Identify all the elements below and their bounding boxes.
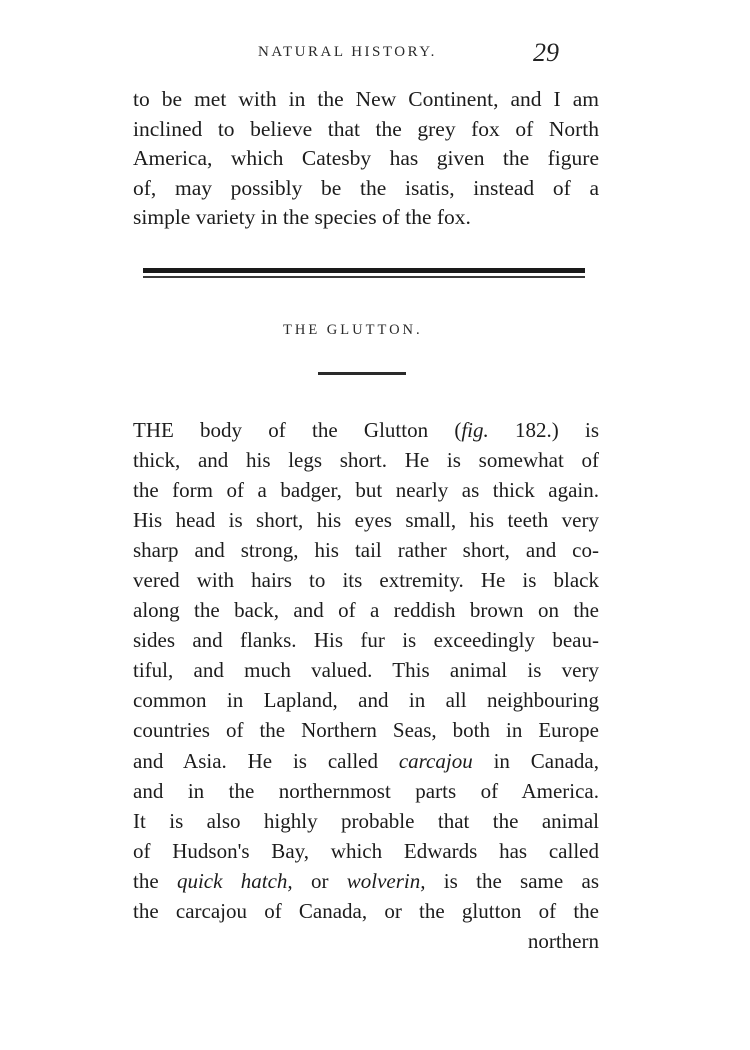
text-line: of, may possibly be the isatis, instead of a — [133, 175, 599, 200]
text-run: His head is short, his eyes small, his teeth very — [133, 508, 599, 533]
text-run: It is also highly probable that the animal — [133, 808, 599, 833]
text-line — [133, 415, 599, 445]
text-line — [133, 806, 599, 836]
paragraph-glutton — [133, 415, 599, 956]
text-run: thick, and his legs short. He is somewhat of — [133, 448, 599, 473]
text-run: 182.) is — [488, 418, 599, 442]
text-run: the form of a badger, but nearly as thick again. — [133, 478, 599, 503]
text-line: inclined to believe that the grey fox of North — [133, 116, 599, 141]
text-line — [133, 535, 599, 565]
text-line — [133, 685, 599, 715]
italic-run: wolverin, — [346, 868, 426, 893]
text-run: of Hudson's Bay, which Edwards has called — [133, 838, 599, 863]
text-line — [133, 836, 599, 866]
text-line — [133, 866, 599, 896]
text-run: in Canada, — [472, 748, 599, 773]
text-line: to be met with in the New Continent, and I am — [133, 87, 599, 111]
title-ornament-rule — [318, 372, 406, 375]
text-run: the carcajou of Canada, or the glutton of the — [133, 898, 599, 923]
paragraph-continuation — [133, 85, 599, 233]
italic-run: quick hatch, — [176, 868, 293, 893]
text-run: sharp and strong, his tail rather short, and co- — [133, 538, 599, 563]
text-line — [133, 655, 599, 685]
text-line: simple variety in the species of the fox. — [133, 205, 471, 229]
text-run: or — [292, 868, 347, 893]
text-run: is the same as — [425, 868, 599, 893]
text-run: vered with hairs to its extremity. He is black — [133, 568, 599, 593]
text-run: the — [133, 868, 177, 893]
section-divider-thin — [143, 276, 585, 278]
text-line — [133, 475, 599, 505]
text-line — [133, 746, 599, 776]
text-run: along the back, and of a reddish brown on the — [133, 598, 599, 623]
text-line — [133, 445, 599, 475]
text-line — [133, 565, 599, 595]
text-run: northern — [527, 928, 599, 953]
running-head: NATURAL HISTORY. — [258, 44, 437, 60]
text-run: sides and flanks. His fur is exceedingly beau- — [133, 628, 599, 653]
text-line — [133, 625, 599, 655]
section-divider-thick — [143, 268, 585, 273]
text-line — [133, 505, 599, 535]
catchword — [133, 926, 599, 956]
text-line — [133, 776, 599, 806]
section-title: THE GLUTTON. — [283, 322, 423, 338]
text-run: THE body of the Glutton ( — [133, 418, 462, 442]
text-line — [133, 595, 599, 625]
text-run: and in the northernmost parts of America. — [133, 778, 599, 803]
italic-run: fig. — [461, 418, 489, 442]
text-run: and Asia. He is called — [133, 748, 399, 773]
text-line — [133, 896, 599, 926]
text-line: America, which Catesby has given the figure — [133, 146, 599, 170]
text-line — [133, 715, 599, 745]
text-run: tiful, and much valued. This animal is very — [133, 658, 599, 683]
italic-run: carcajou — [398, 748, 473, 773]
page-number: 29 — [533, 38, 559, 67]
text-run: common in Lapland, and in all neighbouring — [133, 688, 599, 713]
text-run: countries of the Northern Seas, both in Europe — [133, 718, 599, 743]
